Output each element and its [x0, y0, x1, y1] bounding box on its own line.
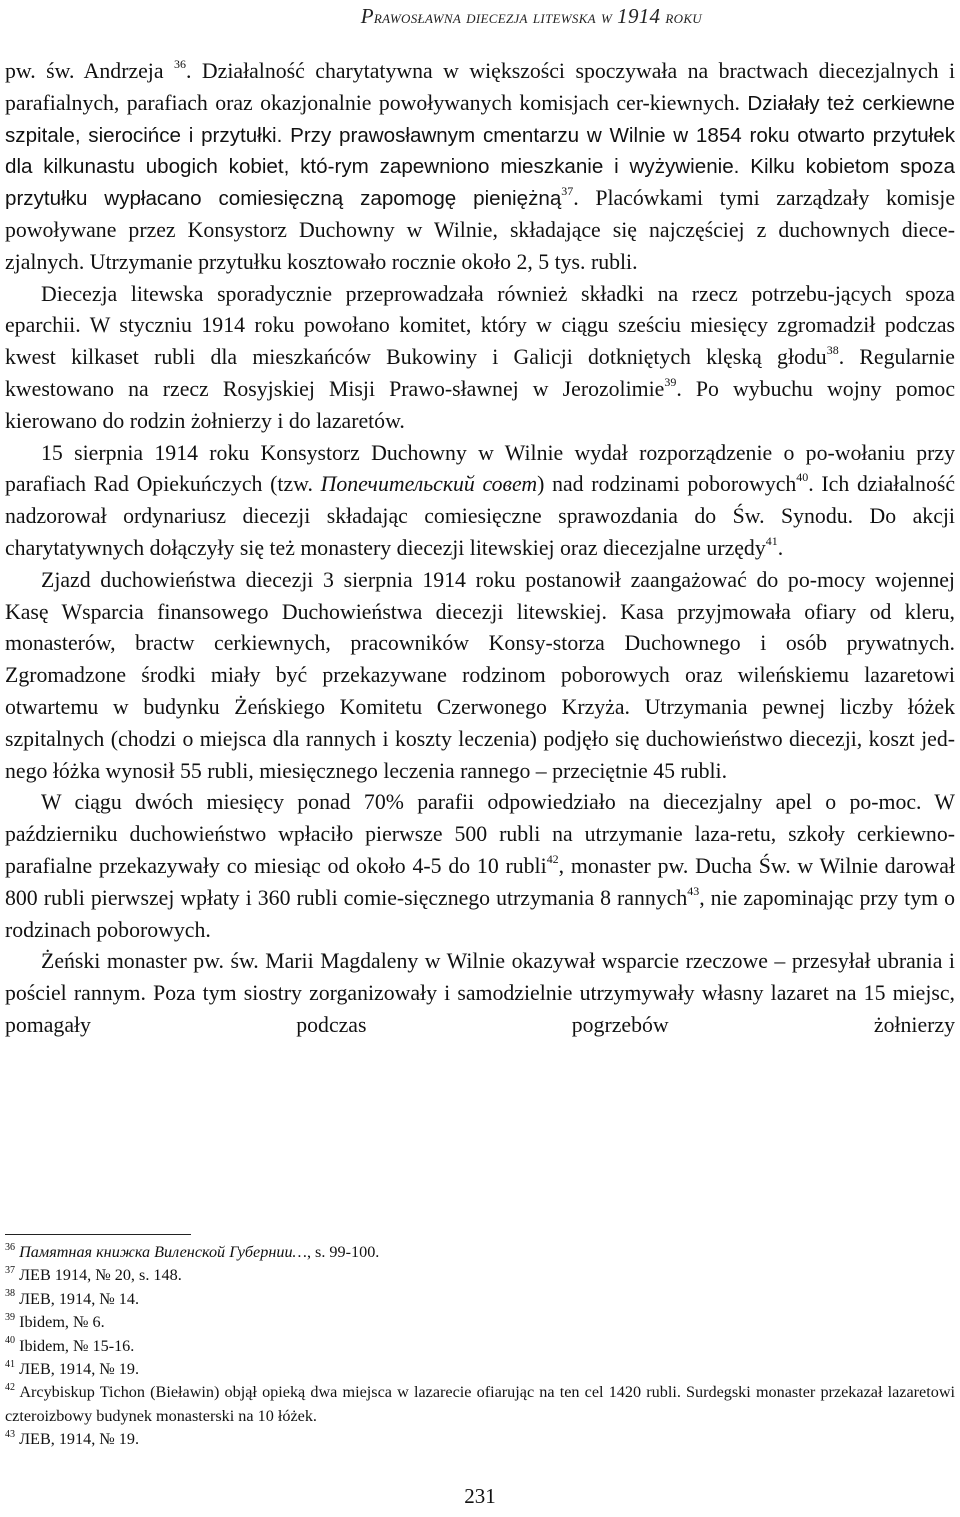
- footnote-number: 37: [5, 1265, 16, 1277]
- footnotes: [5, 1241, 955, 1452]
- footnote-ref-38: 38: [826, 343, 839, 358]
- text-run: Żeński monaster pw. św. Marii Magdaleny w Wilnie okazywał wsparcie rzeczowe – przesyłał ubrania i pościel rannym. Poza tym siostry zorganizowały i samodzielnie utrzymywały własny lazaret na 15 miejsc, pomagały podczas pogrzebów żołnierzy: [5, 949, 955, 1037]
- paragraph-4: [5, 565, 955, 788]
- paragraph-3: [5, 438, 955, 565]
- running-header: [361, 4, 702, 29]
- paragraph-5: [5, 787, 955, 946]
- text-run-sans: Działały też cerkiewne szpitale, sierocińce i przytułki. Przy prawosławnym cmentarzu w Wilnie w 1854 roku otwarto przytułek dla kilkunastu ubogich kobiet, któ-rym zapewniono mieszkanie i wyżywienie. Kilku kobietom spoza przytułku wypłacano comiesięczną zapomogę pieniężną: [5, 91, 955, 211]
- footnote-37: [5, 1264, 955, 1287]
- text-run: Zjazd duchowieństwa diecezji 3 sierpnia 1914 roku postanowił zaangażować do po-mocy wojennej Kasę Wsparcia finansowego Duchowieństwa diecezji litewskiej. Kasa przyjmowała ofiary od kleru, monasterów, bractw cerkiewnych, pracowników Konsy-storza Duchownego i osób prywatnych. Zgromadzone środki miały być przekazywane rodzinom poborowych oraz wileńskiemu lazaretowi otwartemu w budynku Żeńskiego Komitetu Czerwonego Krzyża. Utrzymania pewnej liczby łóżek szpitalnych (chodzi o miejsca dla rannych i koszty leczenia) podjęło się duchowieństwo diecezji, koszt jed-nego łóżka wynosił 55 rubli, miesięcznego leczenia rannego – przeciętnie 45 rubli.: [5, 567, 955, 783]
- footnote-text: ЛЕВ, 1914, № 19.: [19, 1430, 140, 1449]
- header-year: 1914: [617, 4, 661, 28]
- footnote-36: [5, 1241, 955, 1264]
- footnote-separator: [5, 1234, 191, 1235]
- footnote-text: Ibidem, № 6.: [19, 1313, 105, 1332]
- footnote-text: Ibidem, № 15-16.: [19, 1336, 135, 1355]
- footnote-number: 36: [5, 1241, 16, 1253]
- footnote-number: 38: [5, 1288, 16, 1300]
- footnote-40: [5, 1335, 955, 1358]
- text-run: , monaster pw. Ducha Św. w Wilnie darował 800 rubli pierwszej wpłaty i 360 rubli comie-sięcznego utrzymania 8 rannych: [5, 853, 956, 910]
- text-run: . Działalność charytatywna w większości spoczywała na bractwach diecezjalnych i parafialnych, parafiach oraz okazjonalnie powoływanych komisjach cer-kiewnych.: [5, 59, 955, 115]
- text-run: W ciągu dwóch miesięcy ponad 70% parafii odpowiedziało na diecezjalny apel o po-moc. W październiku duchowieństwo wpłaciło pierwsze 500 rubli na utrzymanie laza-retu, szkoły cerkiewno-parafialne przekazywały co miesiąc od około 4-5 do 10 rubli: [5, 790, 955, 878]
- footnote-43: [5, 1428, 955, 1451]
- page-number: 231: [464, 1484, 496, 1508]
- text-run: Diecezja litewska sporadycznie przeprowadzała również składki na rzecz potrzebu-jących spoza eparchii. W styczniu 1914 roku powołano komitet, który w ciągu sześciu miesięcy zgromadził podczas kwest kilkaset rubli dla mieszkańców Bukowiny i Galicji dotkniętych klęską głodu: [5, 281, 955, 370]
- footnote-41: [5, 1358, 955, 1381]
- footnote-text: Arcybiskup Tichon (Bieławin) objął opieką dwa miejsca w lazarecie ofiarując na ten cel 1420 rubli. Surdegski monaster przekazał lazaretowi czteroizbowy budynek monasterski na 10 łóżek.: [5, 1383, 956, 1425]
- footnote-39: [5, 1311, 955, 1334]
- footnote-ref-43: 43: [687, 883, 700, 898]
- text-run: , nie zapominając przy tym o rodzinach poborowych.: [5, 885, 955, 942]
- footnote-text: ЛЕВ 1914, № 20, s. 148.: [19, 1266, 182, 1285]
- text-run: ) nad rodzinami poborowych: [537, 472, 797, 497]
- footnote-number: 43: [5, 1428, 16, 1440]
- header-title-end: roku: [660, 7, 702, 28]
- text-run: . Regularnie kwestowano na rzecz Rosyjskiej Misji Prawo-sławnej w Jerozolimie: [5, 345, 955, 401]
- text-run: .: [777, 535, 784, 560]
- paragraph-1: [5, 56, 955, 279]
- footnote-italic-title: Памятная книжка Виленской Губернии…: [19, 1243, 307, 1261]
- text-run: . Po wybuchu wojny pomoc kierowano do rodzin żołnierzy i do lazaretów.: [5, 376, 955, 433]
- footnote-number: 41: [5, 1358, 16, 1370]
- header-title: rawosławna diecezja litewska w: [373, 7, 618, 28]
- footnote-ref-39: 39: [664, 374, 677, 389]
- footnote-number: 40: [5, 1335, 16, 1347]
- footnote-number: 39: [5, 1311, 16, 1323]
- main-text: [5, 56, 955, 1042]
- footnote-ref-42: 42: [546, 851, 559, 866]
- footnote-ref-36: 36: [174, 56, 186, 71]
- footnote-ref-37: 37: [561, 184, 574, 199]
- footnote-ref-41: 41: [765, 533, 778, 548]
- footnote-38: [5, 1288, 955, 1311]
- text-run: . Ich działalność nadzorował ordynariusz diecezji składając comiesięczne sprawozdania do Św. Synodu. Do akcji charytatywnych dołączyły się też monastery diecezji litewskiej oraz diecezjalne urzędy: [5, 472, 955, 560]
- footnote-text: ЛЕВ, 1914, № 19.: [19, 1360, 140, 1379]
- italic-russian-term: Попечительский совет: [320, 472, 538, 497]
- header-initial: P: [360, 4, 374, 28]
- paragraph-6: [5, 946, 955, 1041]
- footnote-42: [5, 1381, 955, 1428]
- text-run: pw. św. Andrzeja: [5, 59, 175, 83]
- paragraph-2: [5, 279, 955, 438]
- footnote-number: 42: [5, 1382, 16, 1394]
- footnote-text: ЛЕВ, 1914, № 14.: [19, 1289, 140, 1308]
- text-run: 15 sierpnia 1914 roku Konsystorz Duchowny w Wilnie wydał rozporządzenie o po-wołaniu przy parafiach Rad Opiekuńczych (tzw.: [5, 440, 955, 497]
- text-run: . Placówkami tymi zarządzały komisje powoływane przez Konsystorz Duchowny w Wilnie, składające się najczęściej z duchownych diece-zjalnych. Utrzymanie przytułku kosztowało rocznie około 2, 5 tys. rubli.: [5, 186, 956, 274]
- footnote-text: , s. 99-100.: [306, 1243, 380, 1261]
- footnote-ref-40: 40: [796, 470, 809, 485]
